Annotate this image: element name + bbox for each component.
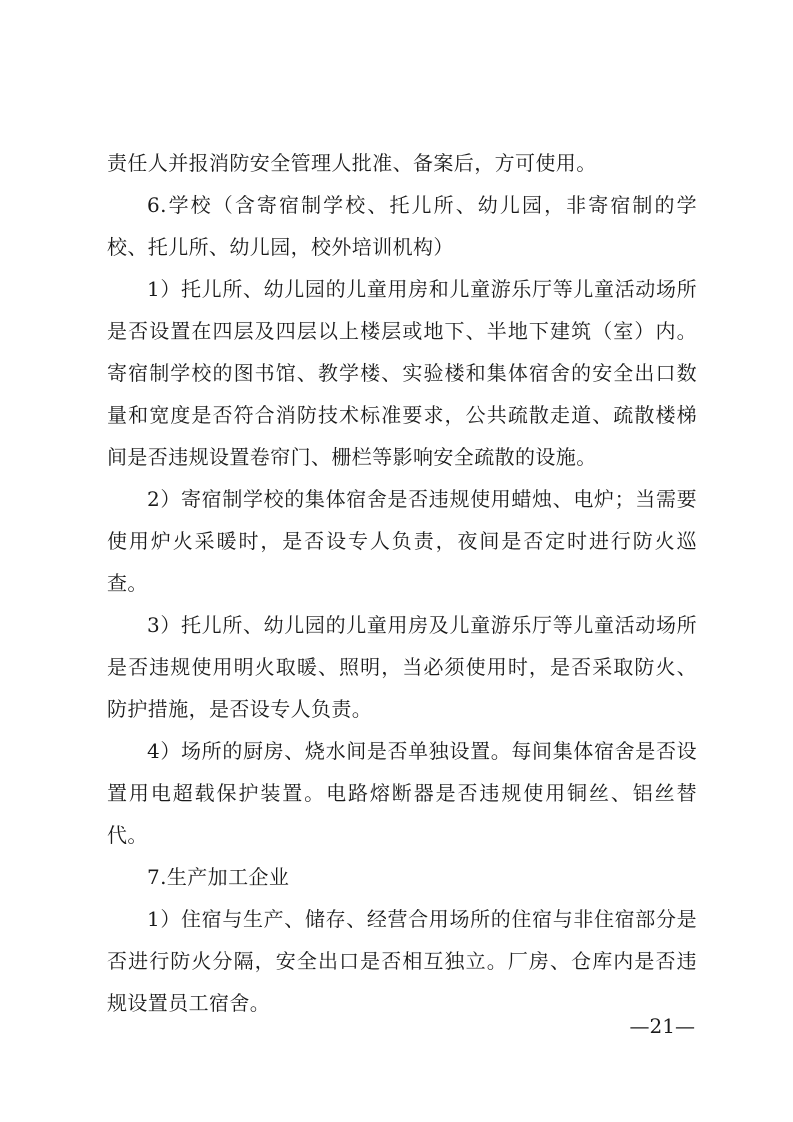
section-heading-production: 7.生产加工企业 xyxy=(147,865,290,889)
paragraph-item-1: 1）托儿所、幼儿园的儿童用房和儿童游乐厅等儿童活动场所是否设置在四层及四层以上楼层或地下、半地下建筑（室）内。寄宿制学校的图书馆、教学楼、实验楼和集体宿舍的安全出口数量和宽度是否符合消防技术标准要求，公共疏散走道、疏散楼梯间是否违规设置卷帘门、栅栏等影响安全疏散的设施。 xyxy=(107,277,697,469)
document-body xyxy=(107,142,697,1024)
paragraph-continuation: 责任人并报消防安全管理人批准、备案后，方可使用。 xyxy=(107,151,597,175)
paragraph-item-2: 2）寄宿制学校的集体宿舍是否违规使用蜡烛、电炉；当需要使用炉火采暖时，是否设专人负责，夜间是否定时进行防火巡查。 xyxy=(107,487,697,595)
page-number: —21— xyxy=(629,1014,695,1038)
paragraph-item-4: 4）场所的厨房、烧水间是否单独设置。每间集体宿舍是否设置用电超载保护装置。电路熔断器是否违规使用铜丝、铝丝替代。 xyxy=(107,739,697,847)
section-heading-schools: 6.学校（含寄宿制学校、托儿所、幼儿园，非寄宿制的学校、托儿所、幼儿园，校外培训机构） xyxy=(107,193,697,259)
paragraph-item-3: 3）托儿所、幼儿园的儿童用房及儿童游乐厅等儿童活动场所是否违规使用明火取暖、照明，当必须使用时，是否采取防火、防护措施，是否设专人负责。 xyxy=(107,613,697,721)
paragraph-production-item-1: 1）住宿与生产、储存、经营合用场所的住宿与非住宿部分是否进行防火分隔，安全出口是否相互独立。厂房、仓库内是否违规设置员工宿舍。 xyxy=(107,907,697,1015)
